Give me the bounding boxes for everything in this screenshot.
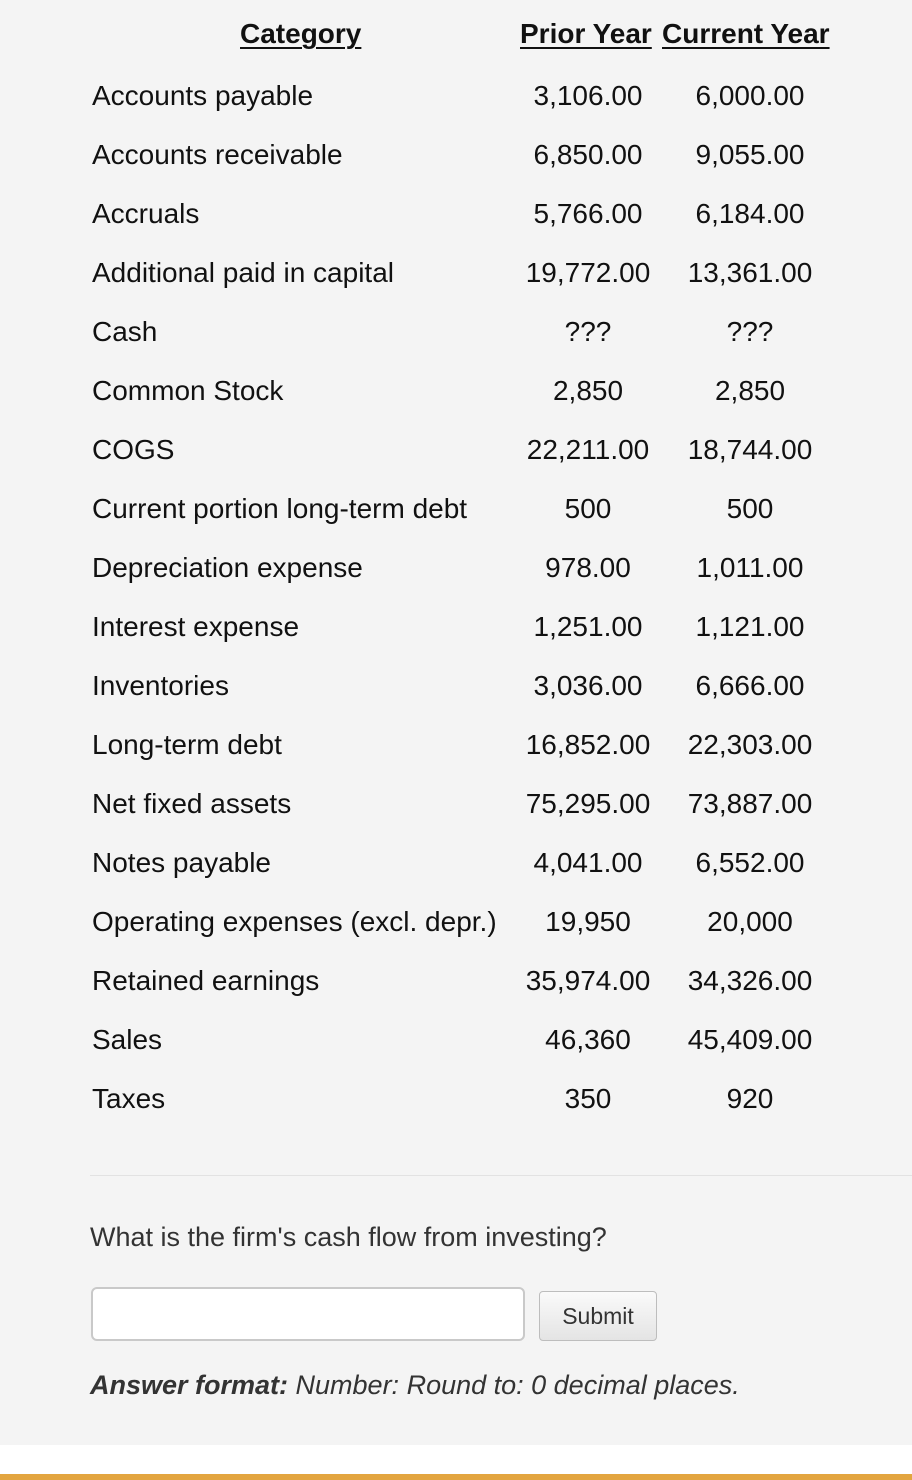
row-prior-value: 1,251.00 — [533, 611, 643, 642]
table-row — [0, 893, 912, 952]
table-row — [0, 775, 912, 834]
answer-format-label: Answer format: — [90, 1370, 289, 1400]
row-prior-value: 19,950 — [545, 906, 631, 937]
table-row — [0, 1011, 912, 1070]
row-prior-value: 6,850.00 — [533, 139, 643, 170]
row-prior-value: 978.00 — [545, 552, 631, 583]
table-row — [0, 126, 912, 185]
row-category: Long-term debt — [92, 729, 282, 760]
row-current-value: 45,409.00 — [687, 1024, 813, 1055]
row-prior-value: 22,211.00 — [526, 434, 650, 465]
row-current-value: 500 — [726, 493, 774, 524]
row-current-value: 18,744.00 — [687, 434, 813, 465]
table-row — [0, 185, 912, 244]
table-row — [0, 657, 912, 716]
table-row — [0, 539, 912, 598]
row-current-value: 22,303.00 — [687, 729, 813, 760]
table-row — [0, 303, 912, 362]
row-prior-value: 350 — [564, 1083, 612, 1114]
financial-table-body — [0, 67, 912, 1129]
row-prior-value: 2,850 — [552, 375, 624, 406]
row-category: Net fixed assets — [92, 788, 292, 819]
row-category: Accruals — [92, 198, 200, 229]
row-category: Interest expense — [92, 611, 300, 642]
header-current-year: Current Year — [662, 18, 830, 49]
row-current-value: 6,552.00 — [695, 847, 805, 878]
row-category: Notes payable — [92, 847, 272, 878]
row-category: Additional paid in capital — [92, 257, 394, 288]
table-row — [0, 598, 912, 657]
divider — [90, 1175, 912, 1176]
row-category: Retained earnings — [92, 965, 320, 996]
row-current-value: 920 — [726, 1083, 774, 1114]
row-category: Common Stock — [92, 375, 284, 406]
row-current-value: 1,011.00 — [696, 552, 804, 583]
answer-format-note — [90, 1370, 740, 1401]
answer-format-text: Number: Round to: 0 decimal places. — [288, 1370, 740, 1400]
table-row — [0, 1070, 912, 1129]
row-current-value: 20,000 — [707, 906, 793, 937]
row-category: Current portion long-term debt — [92, 493, 468, 524]
row-category: COGS — [92, 434, 175, 465]
row-prior-value: 35,974.00 — [525, 965, 651, 996]
row-category: Inventories — [92, 670, 229, 701]
table-row — [0, 952, 912, 1011]
answer-input[interactable] — [91, 1287, 525, 1341]
table-row — [0, 480, 912, 539]
row-current-value: 9,055.00 — [695, 139, 805, 170]
row-current-value: 6,000.00 — [695, 80, 805, 111]
row-category: Depreciation expense — [92, 552, 363, 583]
row-category: Operating expenses (excl. depr.) — [92, 906, 497, 937]
row-prior-value: 46,360 — [545, 1024, 631, 1055]
table-row — [0, 67, 912, 126]
row-prior-value: 5,766.00 — [533, 198, 643, 229]
row-current-value: 6,666.00 — [695, 670, 805, 701]
row-current-value: 6,184.00 — [695, 198, 805, 229]
row-prior-value: 3,036.00 — [533, 670, 643, 701]
row-current-value: 73,887.00 — [687, 788, 813, 819]
table-row — [0, 834, 912, 893]
table-row — [0, 362, 912, 421]
table-row — [0, 421, 912, 480]
question-text: What is the firm's cash flow from investing? — [90, 1222, 607, 1252]
row-current-value: 1,121.00 — [695, 611, 805, 642]
row-category: Accounts payable — [92, 80, 314, 111]
row-current-value: 2,850 — [714, 375, 786, 406]
row-prior-value: 75,295.00 — [525, 788, 651, 819]
table-row — [0, 716, 912, 775]
row-prior-value: 19,772.00 — [525, 257, 651, 288]
row-prior-value: 16,852.00 — [525, 729, 651, 760]
row-current-value: 13,361.00 — [687, 257, 813, 288]
header-category: Category — [240, 18, 362, 49]
table-row — [0, 244, 912, 303]
row-category: Accounts receivable — [92, 139, 343, 170]
submit-button[interactable]: Submit — [539, 1291, 657, 1341]
row-category: Sales — [92, 1024, 163, 1055]
row-category: Cash — [92, 316, 158, 347]
row-current-value: ??? — [726, 316, 774, 347]
row-prior-value: ??? — [564, 316, 612, 347]
header-prior-year: Prior Year — [520, 18, 652, 49]
row-prior-value: 3,106.00 — [533, 80, 643, 111]
row-category: Taxes — [92, 1083, 166, 1114]
row-prior-value: 4,041.00 — [533, 847, 643, 878]
row-current-value: 34,326.00 — [687, 965, 813, 996]
row-prior-value: 500 — [564, 493, 612, 524]
bottom-accent-bar — [0, 1474, 912, 1480]
